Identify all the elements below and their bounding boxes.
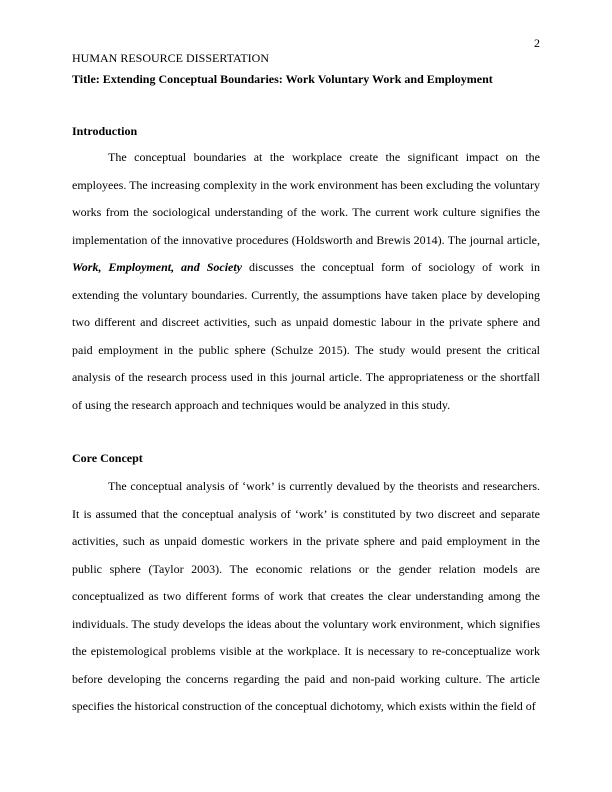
- introduction-text-start: The conceptual boundaries at the workplace create the significant impact on the employees. The increasing complexity in the work environment has been excluding the voluntary works from the sociological understanding of the work. The current work culture signifies the implementation of the innovative procedures (Holdsworth and Brewis 2014). The journal article,: [72, 150, 540, 247]
- core-concept-heading: Core Concept: [72, 451, 143, 465]
- introduction-heading: Introduction: [72, 124, 138, 138]
- running-head: HUMAN RESOURCE DISSERTATION: [72, 51, 269, 65]
- introduction-paragraph: [72, 144, 540, 419]
- journal-title: Work, Employment, and Society: [72, 260, 243, 274]
- core-concept-paragraph: The conceptual analysis of ‘work’ is currently devalued by the theorists and researchers. It is assumed that the conceptual analysis of ‘work’ is constituted by two discreet and separate activities, such as unpaid domestic workers in the private sphere and paid employment in the public sphere (Taylor 2003). The economic relations or the gender relation models are conceptualized as two different forms of work that creates the clear understanding among the individuals. The study develops the ideas about the voluntary work environment, which signifies the epistemological problems visible at the workplace. It is necessary to re-conceptualize work before developing the concerns regarding the paid and non-paid working culture. The article specifies the historical construction of the conceptual dichotomy, which exists within the field of: [72, 479, 540, 713]
- introduction-text-end: discusses the conceptual form of sociology of work in extending the voluntary boundaries. Currently, the assumptions have taken place by developing two different and discreet activities, such as unpaid domestic labour in the private sphere and paid employment in the public sphere (Schulze 2015). The study would present the critical analysis of the research process used in this journal article. The appropriateness or the shortfall of using the research approach and techniques would be analyzed in this study.: [72, 260, 541, 412]
- document-title: Title: Extending Conceptual Boundaries: Work Voluntary Work and Employment: [72, 72, 493, 86]
- page-number: 2: [534, 36, 540, 50]
